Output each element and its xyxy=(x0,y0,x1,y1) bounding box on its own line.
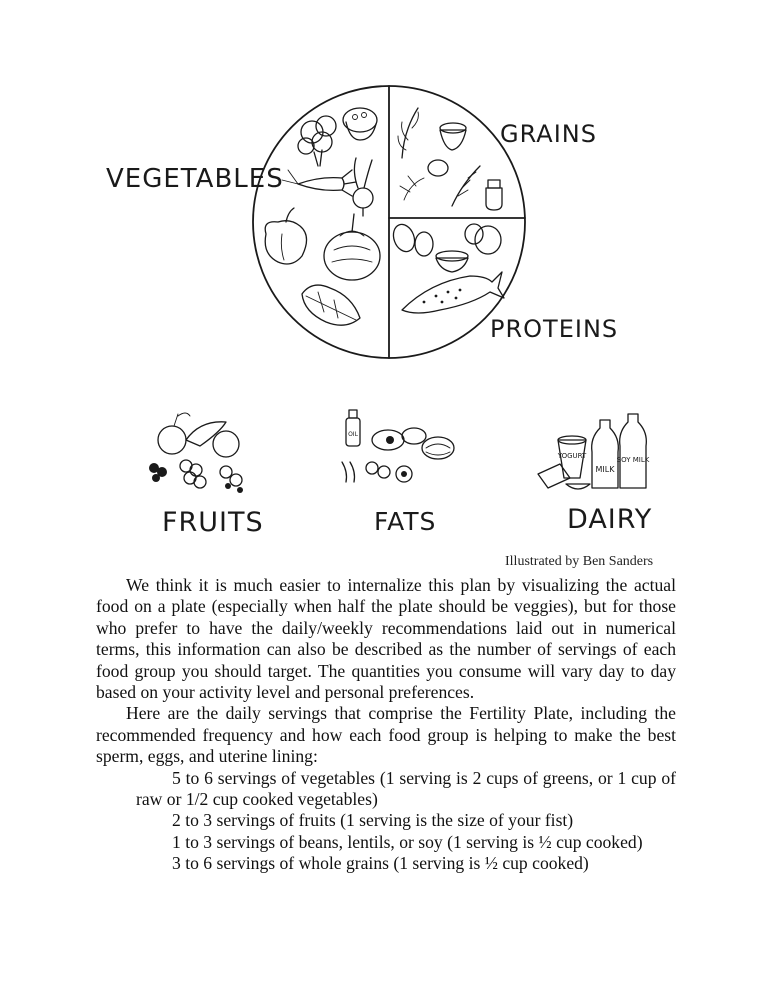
fruits-drawing xyxy=(149,413,243,493)
blueberries-drawing xyxy=(237,487,243,493)
onion-drawing xyxy=(324,214,380,280)
beet-drawing xyxy=(353,158,373,216)
illustration-credit: Illustrated by Ben Sanders xyxy=(505,554,654,569)
salmon-drawing xyxy=(402,272,504,313)
milk-bottle-drawing xyxy=(592,420,619,488)
nut-drawing xyxy=(402,428,426,444)
bean-drawing xyxy=(390,221,418,254)
serving-item-vegetables: 5 to 6 servings of vegetables (1 serving is 2 cups of greens, or 1 cup of raw or 1/2 cup cooked vegetables) xyxy=(136,767,676,810)
soy-milk-bottle-drawing xyxy=(620,414,647,488)
broccoli-drawing xyxy=(298,116,336,166)
grain-jar-drawing xyxy=(486,188,502,210)
vegetables-drawings xyxy=(265,108,380,325)
wheat-stalk-drawing xyxy=(402,108,418,158)
herb-sprig-drawing xyxy=(400,176,424,200)
grains-label: GRAINS xyxy=(500,120,597,148)
bread-roll-drawing xyxy=(428,160,448,176)
serving-item-grains: 3 to 6 servings of whole grains (1 serving is ½ cup cooked) xyxy=(172,853,589,874)
banana-drawing xyxy=(186,422,226,446)
almonds-drawing xyxy=(342,462,355,482)
walnut-drawing xyxy=(426,444,450,455)
body-text xyxy=(96,575,676,875)
dairy-drawing xyxy=(538,414,650,489)
dairy-label: DAIRY xyxy=(567,504,653,535)
serving-item-beans: 1 to 3 servings of beans, lentils, or soy (1 serving is ½ cup cooked) xyxy=(172,831,643,852)
fats-label: FATS xyxy=(374,507,437,536)
carrot-drawing xyxy=(282,170,356,196)
cheese-drawing xyxy=(538,464,570,488)
yogurt-label: YOGURT xyxy=(557,452,587,460)
apple-drawing xyxy=(158,426,186,454)
egg-drawing xyxy=(475,226,501,254)
proteins-label: PROTEINS xyxy=(490,315,619,343)
soy-milk-label: SOY MILK xyxy=(616,456,650,464)
milk-label: MILK xyxy=(595,465,615,474)
paragraph-daily-servings: Here are the daily servings that comprise the Fertility Plate, including the recommended frequency and how each food group is helping to make the best sperm, eggs, and uterine lining: xyxy=(96,703,676,767)
proteins-drawings xyxy=(390,221,504,313)
fats-drawing xyxy=(342,410,454,482)
grapes-drawing xyxy=(194,476,206,488)
peach-drawing xyxy=(213,431,239,457)
blackberries-drawing xyxy=(152,474,160,482)
svg-text:OIL: OIL xyxy=(348,431,358,438)
fruits-label: FRUITS xyxy=(162,507,264,538)
cauliflower-drawing xyxy=(343,108,377,140)
chard-drawing xyxy=(302,285,360,325)
vegetables-label: VEGETABLES xyxy=(106,164,284,194)
dairy-bowl-drawing xyxy=(566,484,590,489)
paragraph-visualize-plate: We think it is much easier to internalize this plan by visualizing the actual food on a plate (especially when half the plate should be veggies), but for those who prefer to have the daily/weekly recommendations laid out in numerical terms, this information can also be described as the number of servings of each food group you should target. The quantities you consume will vary day to day based on your activity level and personal preferences. xyxy=(96,575,676,703)
grains-drawings xyxy=(398,108,502,210)
serving-item-fruits: 2 to 3 servings of fruits (1 serving is the size of your fist) xyxy=(172,810,574,831)
bell-pepper-drawing xyxy=(265,208,306,264)
